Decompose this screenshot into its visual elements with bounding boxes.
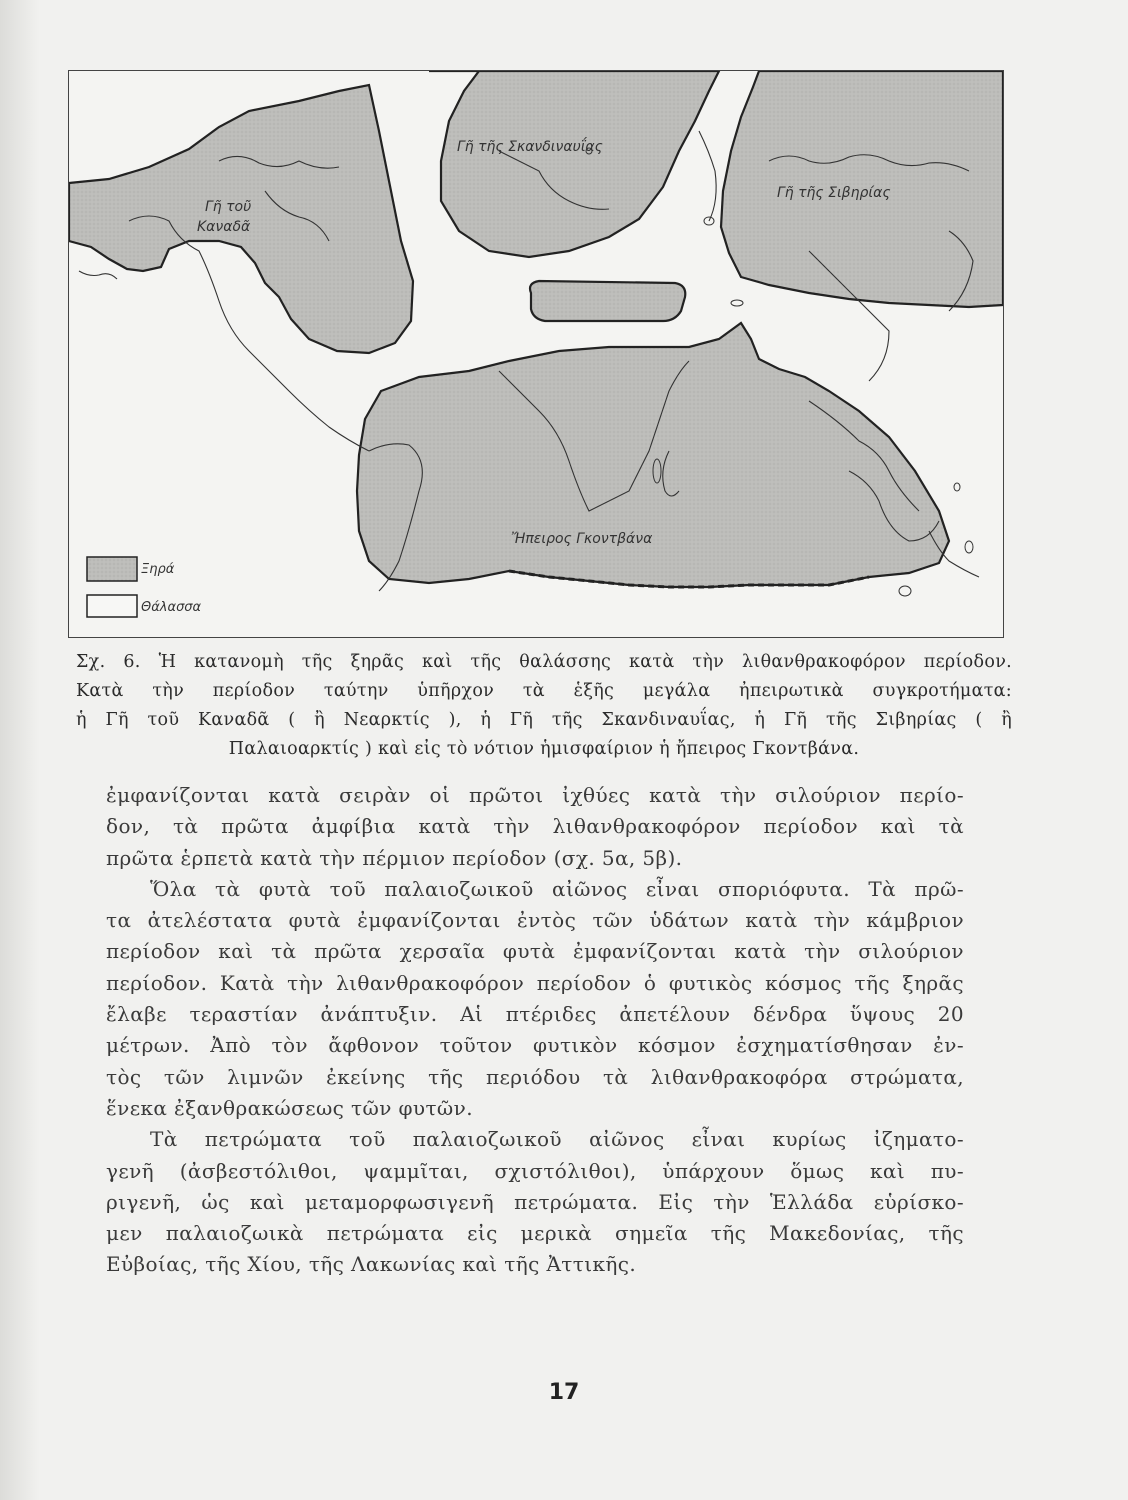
text-line: τὸς τῶν λιμνῶν ἐκείνης τῆς περιόδου τὰ λιθανθρακοφόρα στρώματα,: [106, 1064, 964, 1089]
gondwana-label: Ἤπειρος Γκοντβάνα: [511, 531, 653, 547]
paragraph-3: [106, 1124, 964, 1280]
map-svg: [69, 71, 1003, 637]
text-line: μεν παλαιοζωικὰ πετρώματα εἰς μερικὰ σημεῖα τῆς Μακεδονίας, τῆς: [106, 1221, 964, 1246]
text-line: πρῶτα ἑρπετὰ κατὰ τὴν πέρμιον περίοδον (σχ. 5α, 5β).: [106, 845, 683, 870]
canada-label-line1: Γῆ τοῦ: [205, 199, 252, 215]
page-number: 17: [548, 1380, 580, 1405]
europe-strip-land-region: [530, 281, 685, 321]
paragraph-1: [106, 780, 964, 874]
text-line: ἐμφανίζονται κατὰ σειρὰν οἱ πρῶτοι ἰχθύες κατὰ τὴν σιλούριον περίο-: [106, 783, 964, 807]
legend-land-label: Ξηρά: [141, 562, 175, 577]
scandinavia-label: Γῆ τῆς Σκανδιναυΐας: [457, 139, 603, 155]
legend-sea-label: Θάλασσα: [141, 600, 202, 615]
body-text: [106, 780, 964, 1281]
caption-line-3: ἡ Γῆ τοῦ Καναδᾶ ( ἢ Νεαρκτίς ), ἡ Γῆ τῆς Σκανδιναυΐας, ἡ Γῆ τῆς Σιβηρίας ( ἢ: [76, 710, 1012, 730]
text-line: γενῆ (ἀσβεστόλιθοι, ψαμμῖται, σχιστόλιθοι), ὑπάρχουν ὅμως καὶ πυ-: [106, 1158, 964, 1183]
legend-land-swatch: [87, 557, 137, 581]
text-line: περίοδον καὶ τὰ πρῶτα χερσαῖα φυτὰ ἐμφανίζονται κατὰ τὴν σιλούριον: [106, 939, 964, 964]
caption-line-1: Σχ. 6. Ἡ κατανομὴ τῆς ξηρᾶς καὶ τῆς θαλάσσης κατὰ τὴν λιθανθρακοφόρον περίοδον.: [76, 652, 1012, 672]
text-line: μέτρων. Ἀπὸ τὸν ἄφθονον τοῦτον φυτικὸν κόσμον ἐσχηματίσθησαν ἐν-: [106, 1033, 964, 1058]
caption-line-2: Κατὰ τὴν περίοδον ταύτην ὑπῆρχον τὰ ἑξῆς μεγάλα ἠπειρωτικὰ συγκροτήματα:: [76, 681, 1012, 701]
text-line: δον, τὰ πρῶτα ἀμφίβια κατὰ τὴν λιθανθρακοφόρον περίοδον καὶ τὰ: [106, 814, 964, 839]
canada-label-line2: Καναδᾶ: [197, 219, 251, 235]
text-line: Τὰ πετρώματα τοῦ παλαιοζωικοῦ αἰῶνος εἶναι κυρίως ἰζηματο-: [150, 1127, 964, 1152]
siberia-label: Γῆ τῆς Σιβηρίας: [777, 185, 891, 201]
scandinavia-land-region: [429, 71, 719, 257]
text-line: Ὅλα τὰ φυτὰ τοῦ παλαιοζωικοῦ αἰῶνος εἶναι σποριόφυτα. Τὰ πρῶ-: [150, 876, 964, 901]
page-edge-shadow: [0, 0, 40, 1500]
figure-caption: [76, 648, 1012, 764]
text-line: ριγενῆ, ὡς καὶ μεταμορφωσιγενῆ πετρώματα. Εἰς τὴν Ἑλλάδα εὑρίσκο-: [106, 1189, 964, 1214]
caption-line-4: Παλαιοαρκτίς ) καὶ εἰς τὸ νότιον ἡμισφαίριον ἡ ἤπειρος Γκοντβάνα.: [228, 739, 860, 759]
text-line: ἕνεκα ἐξανθρακώσεως τῶν φυτῶν.: [106, 1095, 473, 1120]
paleogeographic-map-figure: [68, 70, 1004, 638]
text-line: Εὐβοίας, τῆς Χίου, τῆς Λακωνίας καὶ τῆς Ἀττικῆς.: [106, 1252, 637, 1277]
text-line: τα ἀτελέστατα φυτὰ ἐμφανίζονται ἐντὸς τῶν ὑδάτων κατὰ τὴν κάμβριον: [106, 908, 964, 933]
gondwana-land-region: [357, 323, 949, 587]
legend-sea-swatch: [87, 595, 137, 617]
text-line: ἔλαβε τεραστίαν ἀνάπτυξιν. Αἱ πτέριδες ἀπετέλουν δένδρα ὕψους 20: [106, 1002, 964, 1027]
text-line: περίοδον. Κατὰ τὴν λιθανθρακοφόρον περίοδον ὁ φυτικὸς κόσμος τῆς ξηρᾶς: [106, 970, 964, 995]
paragraph-2: [106, 874, 964, 1124]
